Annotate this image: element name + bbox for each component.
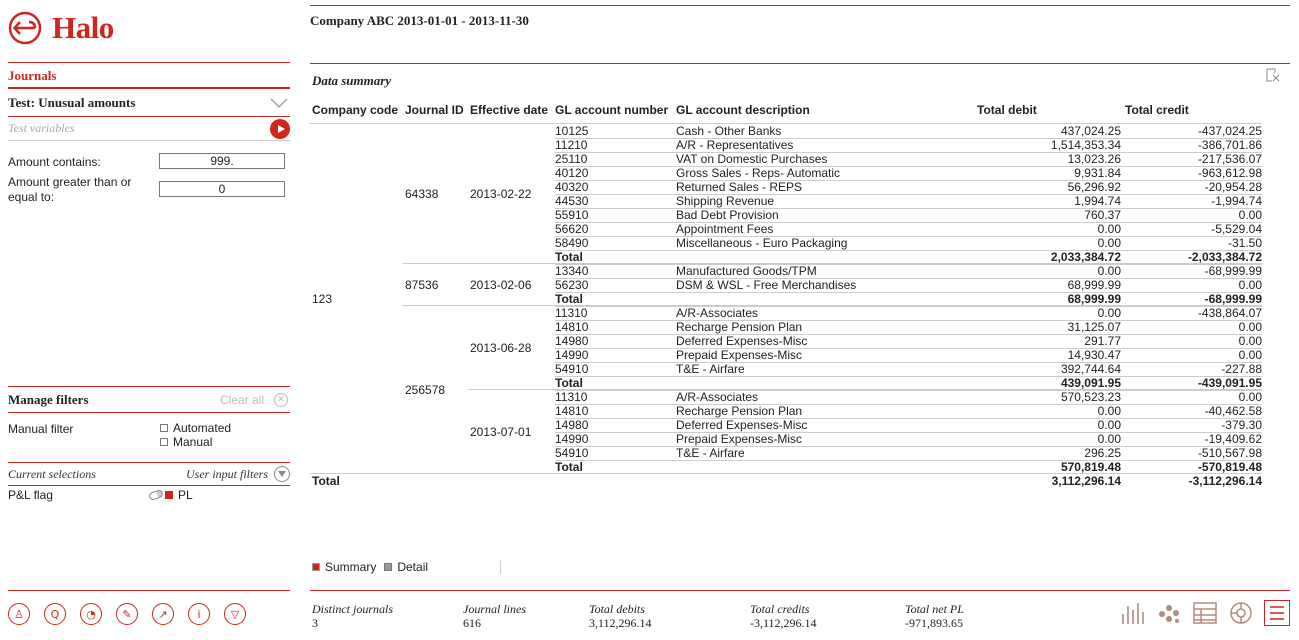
grand-total-credit: -3,112,296.14 (1188, 474, 1262, 488)
journals-section (8, 62, 290, 141)
total-credit-cell: -227.88 (1221, 362, 1262, 376)
col-company-code[interactable]: Company code (312, 103, 399, 117)
row-divider (555, 222, 1262, 223)
summary-toggle[interactable] (312, 560, 376, 574)
manage-filters-header (8, 387, 290, 413)
row-divider (555, 166, 1262, 167)
row-divider (555, 362, 1262, 363)
col-total-credit[interactable]: Total credit (1125, 103, 1189, 117)
row-divider (555, 404, 1262, 405)
sidebar-footer-divider (8, 590, 290, 591)
amount-greater-label (8, 175, 158, 205)
gl-account-number-cell: 25110 (555, 152, 588, 166)
gl-account-number-cell: 13340 (555, 264, 589, 278)
automated-checkbox[interactable] (160, 421, 231, 435)
gl-account-description-cell: Manufactured Goods/TPM (676, 264, 817, 278)
summary-label: Summary (325, 560, 377, 574)
total-debit-cell: 760.37 (1084, 208, 1121, 222)
gl-account-number-cell: 11210 (555, 138, 588, 152)
total-debit-cell: 68,999.99 (1067, 278, 1121, 292)
stat-label: Total net PL (905, 602, 964, 616)
clear-all-label: Clear all (219, 392, 264, 407)
selection-row (8, 488, 290, 502)
col-gl-account-number[interactable]: GL account number (555, 103, 669, 117)
manage-filters-section (8, 386, 290, 413)
journal-id-cell: 256578 (405, 383, 446, 397)
total-credit-cell: -68,999.99 (1204, 264, 1262, 278)
sidebar (0, 0, 298, 640)
total-credit-cell: 0.00 (1238, 278, 1262, 292)
manual-label: Manual (173, 435, 213, 449)
row-divider (555, 278, 1262, 279)
stat-value: 3 (312, 616, 318, 630)
chevron-down-icon[interactable] (270, 98, 288, 108)
gl-account-number-cell: 58490 (555, 236, 589, 250)
row-divider (555, 250, 1262, 251)
total-credit-cell: -20,954.28 (1204, 180, 1262, 194)
filter-down-icon[interactable]: ▽ (224, 603, 246, 625)
col-total-debit[interactable]: Total debit (977, 103, 1037, 117)
total-credit-cell: -5,529.04 (1211, 222, 1262, 236)
total-credit-cell: -439,091.95 (1197, 376, 1262, 390)
effective-date-cell: 2013-02-06 (470, 278, 532, 292)
stat-total-net-pl (905, 602, 964, 630)
export-excel-icon[interactable] (1266, 68, 1280, 82)
total-credit-cell: -40,462.58 (1204, 404, 1262, 418)
test-variables-label: Test variables (8, 121, 75, 135)
gl-account-description-cell: VAT on Domestic Purchases (676, 152, 828, 166)
test-selector[interactable] (8, 89, 290, 117)
amount-contains-label: Amount contains: (8, 155, 101, 169)
total-credit-cell: 0.00 (1238, 390, 1262, 404)
gl-account-number-cell: 14980 (555, 418, 589, 432)
main-panel (310, 0, 1290, 640)
total-debit-cell: 2,033,384.72 (1050, 250, 1121, 264)
legend-divider (500, 560, 501, 574)
user-input-filters-label: User input filters (185, 466, 268, 481)
total-debit-cell: 0.00 (1097, 264, 1121, 278)
run-test-button[interactable] (270, 119, 290, 139)
gl-account-number-cell: 10125 (555, 124, 589, 138)
row-divider (555, 264, 1262, 265)
stat-label: Journal lines (463, 602, 526, 616)
total-credit-cell: 0.00 (1238, 348, 1262, 362)
total-credit-cell: -438,864.07 (1197, 306, 1262, 320)
manual-checkbox[interactable] (160, 435, 231, 449)
close-icon: ✕ (274, 393, 288, 407)
total-debit-cell: 31,125.07 (1067, 320, 1121, 334)
gl-account-number-cell: 56620 (555, 222, 589, 236)
footer-divider (310, 590, 1290, 591)
view-legend (312, 560, 501, 574)
row-divider (555, 208, 1262, 209)
summary-divider (310, 63, 1290, 64)
total-debit-cell: 392,744.64 (1060, 362, 1121, 376)
effective-date-cell: 2013-07-01 (470, 425, 532, 439)
selection-value (149, 488, 193, 502)
journal-id-cell: 87536 (405, 278, 439, 292)
user-icon[interactable]: ♙ (8, 603, 30, 625)
total-credit-cell: -570,819.48 (1197, 460, 1262, 474)
total-credit-cell: 0.00 (1238, 208, 1262, 222)
total-debit-cell: 0.00 (1097, 306, 1121, 320)
row-divider (555, 460, 1262, 461)
view-switcher (1110, 600, 1290, 626)
stat-value: -971,893.65 (905, 616, 963, 630)
bar-chart-icon[interactable] (1120, 600, 1146, 626)
selection-field: P&L flag (8, 488, 53, 502)
col-gl-account-description[interactable]: GL account description (676, 103, 810, 117)
search-icon[interactable]: Q (44, 603, 66, 625)
amount-greater-label-line1: Amount greater than or (8, 175, 132, 189)
gl-account-number-cell: Total (555, 376, 583, 390)
row-divider (555, 376, 1262, 377)
journals-title: Journals (8, 63, 290, 89)
test-title: Test: Unusual amounts (8, 94, 136, 110)
gl-account-number-cell: 14980 (555, 334, 589, 348)
halo-logo-icon (8, 11, 42, 45)
gl-account-description-cell: Recharge Pension Plan (676, 404, 803, 418)
row-divider (555, 334, 1262, 335)
total-credit-cell: -19,409.62 (1204, 432, 1262, 446)
gl-account-number-cell: 11310 (555, 390, 588, 404)
gl-account-description-cell: Returned Sales - REPS (676, 180, 803, 194)
gl-account-description-cell: A/R - Representatives (676, 138, 794, 152)
gl-account-description-cell: T&E - Airfare (676, 446, 745, 460)
dropdown-circle-icon (274, 466, 290, 482)
amount-greater-label-line2: equal to: (8, 190, 55, 204)
row-divider (555, 432, 1262, 433)
manual-filter-label: Manual filter (8, 422, 74, 436)
play-icon (278, 125, 285, 133)
data-summary-title: Data summary (312, 73, 392, 88)
detail-label: Detail (397, 560, 429, 574)
total-debit-cell: 570,523.23 (1060, 390, 1121, 404)
gl-account-description-cell: Gross Sales - Reps- Automatic (676, 166, 841, 180)
amount-contains-input[interactable]: 999. (159, 153, 285, 169)
gl-account-description-cell: Deferred Expenses-Misc (676, 418, 808, 432)
total-debit-cell: 9,931.84 (1074, 166, 1121, 180)
stat-label: Distinct journals (312, 602, 394, 616)
gl-account-description-cell: A/R-Associates (676, 390, 759, 404)
total-debit-cell: 439,091.95 (1060, 376, 1121, 390)
manage-filters-title: Manage filters (8, 391, 89, 407)
stat-total-debits (589, 602, 652, 630)
gl-account-number-cell: 56230 (555, 278, 589, 292)
gl-account-number-cell: 54910 (555, 362, 589, 376)
gl-account-number-cell: 40320 (555, 180, 589, 194)
current-selections-header (8, 462, 290, 486)
table-view-icon[interactable] (1192, 600, 1218, 626)
row-divider (555, 138, 1262, 139)
gl-account-number-cell: Total (555, 292, 583, 306)
automated-label: Automated (173, 421, 232, 435)
total-debit-cell: 56,296.92 (1067, 180, 1121, 194)
gl-account-number-cell: 14810 (555, 404, 589, 418)
user-input-filters-toggle[interactable] (186, 466, 290, 482)
gl-account-number-cell: Total (555, 460, 583, 474)
total-debit-cell: 0.00 (1097, 418, 1121, 432)
gl-account-number-cell: 14810 (555, 320, 589, 334)
total-debit-cell: 1,994.74 (1074, 194, 1121, 208)
total-credit-cell: -437,024.25 (1197, 124, 1262, 138)
amount-greater-row (8, 175, 290, 205)
export-link-icon[interactable]: ↗ (152, 603, 174, 625)
total-debit-cell: 0.00 (1097, 432, 1121, 446)
row-divider (555, 180, 1262, 181)
stat-label: Total credits (750, 602, 810, 616)
row-divider (555, 320, 1262, 321)
stat-label: Total debits (589, 602, 645, 616)
clear-all-button[interactable] (220, 393, 290, 407)
stat-value: 3,112,296.14 (589, 616, 652, 630)
row-divider (555, 306, 1262, 307)
total-credit-cell: -217,536.07 (1197, 152, 1262, 166)
scatter-plot-icon[interactable] (1156, 600, 1182, 626)
total-debit-cell: 1,514,353.34 (1050, 138, 1121, 152)
total-credit-cell: -379.30 (1221, 418, 1262, 432)
total-debit-cell: 0.00 (1097, 236, 1121, 250)
page-title: Company ABC 2013-01-01 - 2013-11-30 (310, 13, 529, 28)
total-debit-cell: 13,023.26 (1067, 152, 1121, 166)
gl-account-number-cell: 11310 (555, 306, 588, 320)
brand-logo (8, 10, 114, 46)
gl-account-number-cell: Total (555, 250, 583, 264)
total-debit-cell: 291.77 (1084, 334, 1121, 348)
row-divider (555, 418, 1262, 419)
summary-swatch (312, 563, 320, 571)
selection-value-label: PL (178, 488, 193, 502)
total-debit-cell: 0.00 (1097, 222, 1121, 236)
brand-name: Halo (52, 10, 114, 45)
gl-account-description-cell: Shipping Revenue (676, 194, 775, 208)
journal-id-cell: 64338 (405, 187, 439, 201)
gl-account-description-cell: Bad Debt Provision (676, 208, 779, 222)
effective-date-cell: 2013-06-28 (470, 341, 532, 355)
eraser-icon[interactable] (148, 489, 164, 501)
col-journal-id[interactable]: Journal ID (405, 103, 464, 117)
dashboard-gauge-icon[interactable]: ◔ (80, 603, 102, 625)
list-view-button[interactable] (1264, 600, 1290, 626)
sidebar-toolbar (8, 603, 260, 625)
total-debit-cell: 437,024.25 (1060, 124, 1121, 138)
gl-account-description-cell: Recharge Pension Plan (676, 320, 803, 334)
gl-account-description-cell: Deferred Expenses-Misc (676, 334, 808, 348)
current-selections-label: Current selections (8, 466, 96, 481)
checkbox-box (160, 438, 168, 446)
total-credit-cell: -31.50 (1227, 236, 1262, 250)
list-view-icon (1269, 604, 1285, 622)
grand-total-label: Total (312, 474, 340, 488)
total-debit-cell: 68,999.99 (1067, 292, 1121, 306)
test-variables-row (8, 117, 290, 141)
info-icon[interactable]: i (188, 603, 210, 625)
company-code-cell: 123 (312, 292, 333, 306)
col-effective-date[interactable]: Effective date (470, 103, 549, 117)
stat-distinct-journals (312, 602, 393, 630)
row-divider (555, 236, 1262, 237)
stat-total-credits (750, 602, 817, 630)
row-divider (555, 292, 1262, 293)
total-credit-cell: -2,033,384.72 (1187, 250, 1262, 264)
gl-account-description-cell: Prepaid Expenses-Misc (676, 348, 803, 362)
row-divider (555, 194, 1262, 195)
stat-value: -3,112,296.14 (750, 616, 817, 630)
amount-greater-input[interactable]: 0 (159, 181, 285, 197)
total-debit-cell: 296.25 (1084, 446, 1121, 460)
gl-account-description-cell: Cash - Other Banks (676, 124, 782, 138)
gl-account-number-cell: 44530 (555, 194, 589, 208)
total-credit-cell: -68,999.99 (1204, 292, 1262, 306)
total-credit-cell: 0.00 (1238, 334, 1262, 348)
total-credit-cell: -1,994.74 (1211, 194, 1262, 208)
stat-journal-lines (463, 602, 526, 630)
filter-type-group (160, 421, 231, 449)
total-debit-cell: 14,930.47 (1067, 348, 1121, 362)
header-divider (310, 5, 1290, 6)
gl-account-description-cell: Miscellaneous - Euro Packaging (676, 236, 848, 250)
gl-account-description-cell: Appointment Fees (676, 222, 774, 236)
checkbox-box (160, 424, 168, 432)
gl-account-number-cell: 54910 (555, 446, 589, 460)
gl-account-description-cell: A/R-Associates (676, 306, 759, 320)
total-debit-cell: 570,819.48 (1060, 460, 1121, 474)
stat-value: 616 (463, 616, 481, 630)
total-credit-cell: -386,701.86 (1197, 138, 1262, 152)
gl-account-description-cell: DSM & WSL - Free Merchandises (676, 278, 857, 292)
notes-icon[interactable]: ✎ (116, 603, 138, 625)
row-divider (555, 446, 1262, 447)
total-debit-cell: 0.00 (1097, 404, 1121, 418)
pie-chart-icon[interactable] (1228, 600, 1254, 626)
gl-account-number-cell: 40120 (555, 166, 589, 180)
detail-swatch (384, 563, 392, 571)
selection-swatch (165, 491, 173, 499)
gl-account-number-cell: 14990 (555, 348, 589, 362)
gl-account-description-cell: Prepaid Expenses-Misc (676, 432, 803, 446)
gl-account-description-cell: T&E - Airfare (676, 362, 745, 376)
total-credit-cell: 0.00 (1238, 320, 1262, 334)
row-divider (555, 348, 1262, 349)
amount-contains-row (8, 155, 290, 170)
grand-total-debit: 3,112,296.14 (1051, 474, 1121, 488)
total-credit-cell: -510,567.98 (1197, 446, 1262, 460)
row-divider (555, 390, 1262, 391)
total-credit-cell: -963,612.98 (1197, 166, 1262, 180)
gl-account-number-cell: 55910 (555, 208, 589, 222)
effective-date-cell: 2013-02-22 (470, 187, 532, 201)
gl-account-number-cell: 14990 (555, 432, 589, 446)
detail-toggle[interactable] (384, 560, 428, 574)
row-divider (555, 152, 1262, 153)
